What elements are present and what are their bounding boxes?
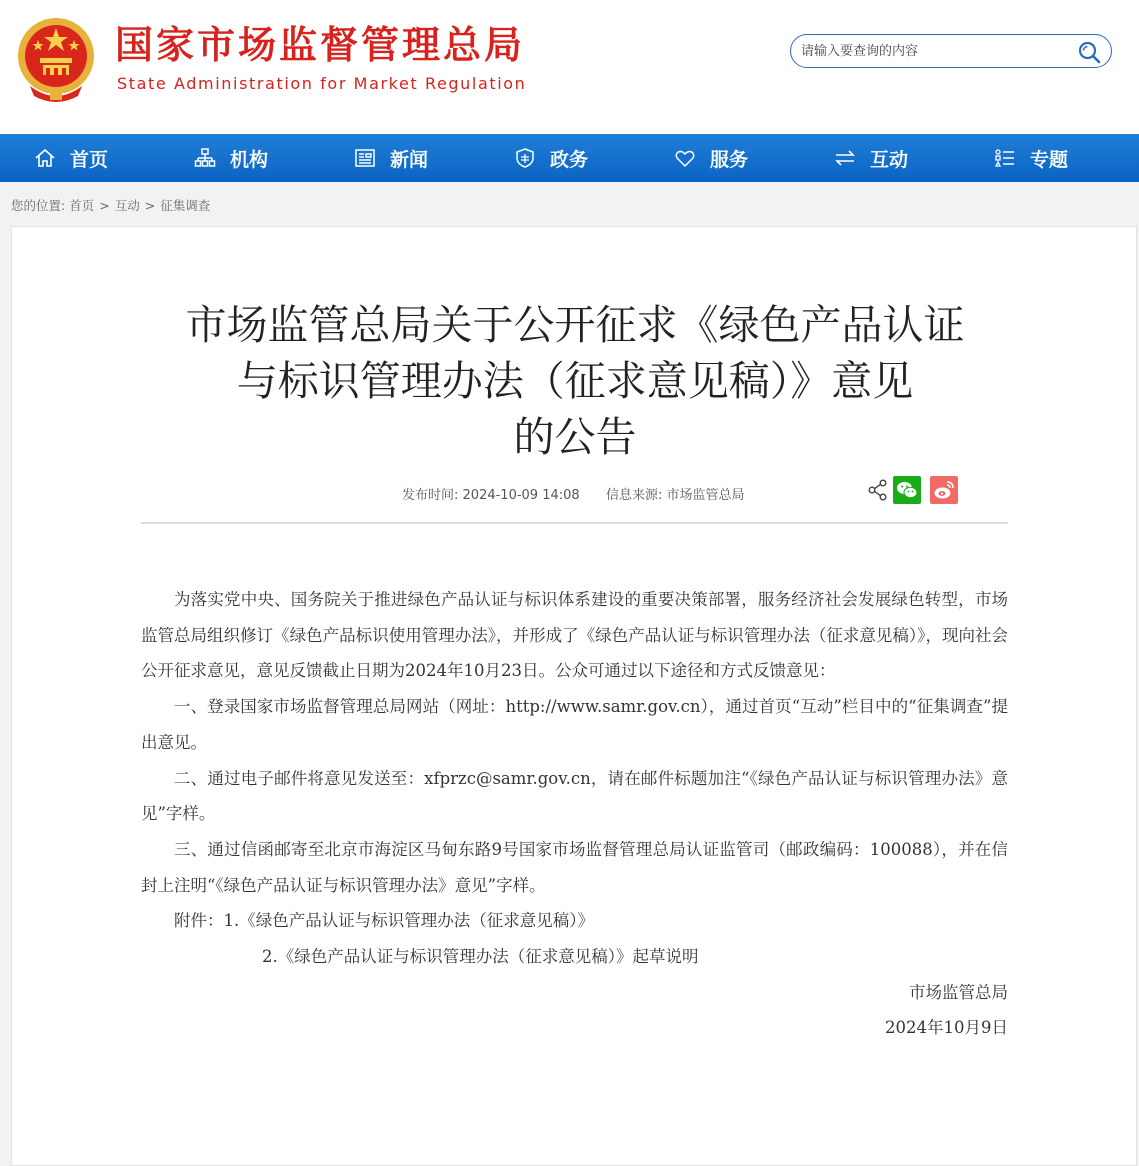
article-title	[142, 297, 1008, 465]
nav-label-topics: 专题	[1030, 148, 1069, 171]
source-value: 市场监管总局	[666, 488, 745, 503]
breadcrumb-link-interaction[interactable]: 互动	[114, 198, 140, 213]
breadcrumb-separator: >	[99, 198, 110, 213]
breadcrumb-link-survey[interactable]: 征集调查	[160, 198, 211, 213]
site-header	[0, 0, 1139, 134]
title-line: 与标识管理办法（征求意见稿）》意见	[236, 357, 914, 405]
title-line: 的公告	[513, 413, 637, 461]
article-paragraph: 二、通过电子邮件将意见发送至：xfprzc@samr.gov.cn，请在邮件标题加注“《绿色产品认证与标识管理办法》意见”字样。	[141, 768, 1008, 824]
breadcrumb-separator: >	[144, 198, 156, 213]
publish-time-label: 发布时间:	[402, 488, 459, 503]
news-icon	[354, 147, 376, 169]
heart-icon	[674, 147, 696, 169]
article-paragraph: 三、通过信函邮寄至北京市海淀区马甸东路9号国家市场监督管理总局认证监管司（邮政编码：100088），并在信封上注明“《绿色产品认证与标识管理办法》意见”字样。	[141, 839, 1008, 895]
signature-date: 2024年10月9日	[885, 1018, 1008, 1038]
nav-item-news[interactable]	[354, 134, 428, 182]
nav-item-topics[interactable]	[994, 134, 1068, 182]
search-icon[interactable]	[1077, 40, 1101, 64]
nav-label-news: 新闻	[390, 148, 429, 171]
meta-divider	[141, 522, 1008, 524]
article-card	[11, 226, 1137, 1166]
source-label: 信息来源:	[605, 488, 663, 503]
shield-icon	[514, 147, 536, 169]
wechat-icon	[893, 476, 921, 504]
weibo-share-button[interactable]	[930, 476, 958, 504]
site-logo-chinese[interactable]: 国家市场监督管理总局	[115, 23, 526, 67]
org-chart-icon	[194, 147, 216, 169]
weibo-icon	[930, 476, 958, 504]
nav-label-interaction: 互动	[870, 148, 909, 171]
breadcrumb-link-home[interactable]: 首页	[69, 198, 95, 213]
attachment-link-2[interactable]: 2.《绿色产品认证与标识管理办法（征求意见稿）》起草说明	[262, 947, 699, 967]
title-line: 市场监管总局关于公开征求《绿色产品认证	[185, 301, 965, 349]
attachment-link-1[interactable]: 附件：1.《绿色产品认证与标识管理办法（征求意见稿）》	[174, 911, 594, 931]
nav-item-home[interactable]	[34, 134, 108, 182]
exchange-arrows-icon	[834, 147, 856, 169]
nav-item-interaction[interactable]	[834, 134, 908, 182]
signature: 市场监管总局	[909, 982, 1008, 1002]
article-paragraph: 为落实党中央、国务院关于推进绿色产品认证与标识体系建设的重要决策部署，服务经济社会发展绿色转型，市场监管总局组织修订《绿色产品标识使用管理办法》，并形成了《绿色产品认证与标识管理办法（征求意见稿）》，现向社会公开征求意见，意见反馈截止日期为2024年10月23日。公众可通过以下途径和方式反馈意见：	[141, 590, 1008, 681]
nav-label-services: 服务	[710, 148, 749, 171]
nav-item-organization[interactable]	[194, 134, 268, 182]
list-icon	[994, 147, 1016, 169]
nav-label-government-affairs: 政务	[550, 148, 589, 171]
nav-item-services[interactable]	[674, 134, 748, 182]
site-logo-english[interactable]: State Administration for Market Regulation	[117, 74, 527, 93]
share-icon[interactable]	[868, 479, 888, 501]
article-body	[141, 582, 1008, 1046]
national-emblem-icon[interactable]	[16, 16, 96, 102]
nav-label-organization: 机构	[230, 148, 269, 171]
breadcrumb	[11, 196, 210, 214]
nav-item-government-affairs[interactable]	[514, 134, 588, 182]
publish-time: 2024-10-09 14:08	[462, 488, 580, 503]
wechat-share-button[interactable]	[893, 476, 921, 504]
search-box	[790, 34, 1112, 68]
article-paragraph: 一、登录国家市场监督管理总局网站（网址：http://www.samr.gov.cn），通过首页“互动”栏目中的“征集调查”提出意见。	[141, 697, 1008, 752]
main-nav	[0, 134, 1139, 182]
search-input[interactable]	[801, 41, 1071, 61]
home-icon	[34, 147, 56, 169]
article-meta	[402, 484, 745, 503]
nav-label-home: 首页	[70, 148, 109, 171]
breadcrumb-prefix: 您的位置:	[11, 198, 66, 213]
